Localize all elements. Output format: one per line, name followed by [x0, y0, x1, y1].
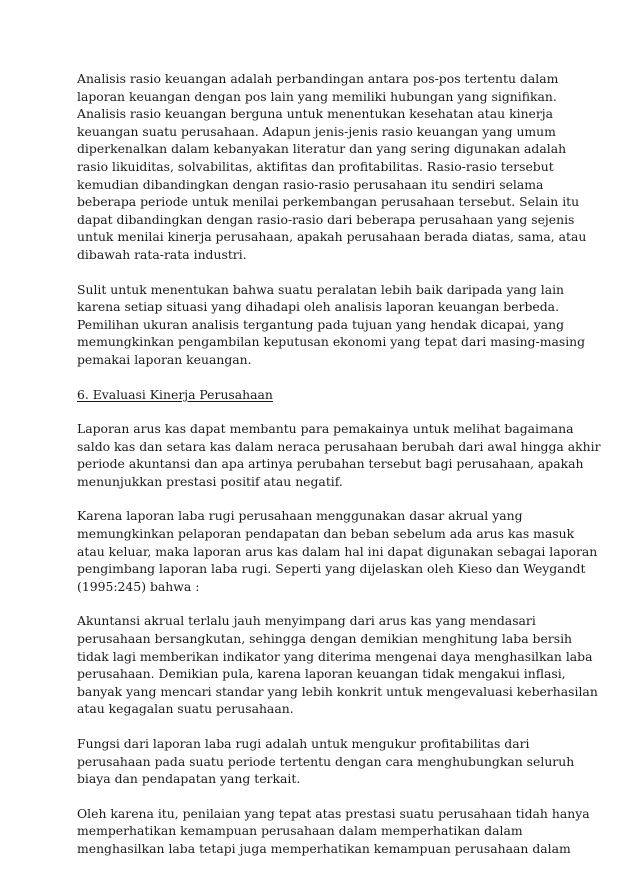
text-line: dapat dibandingkan dengan rasio-rasio dari beberapa perusahaan yang sejenis	[77, 211, 575, 227]
text-line: Laporan arus kas dapat membantu para pemakainya untuk melihat bagaimana	[77, 421, 574, 437]
text-line: Karena laporan laba rugi perusahaan menggunakan dasar akrual yang	[77, 508, 523, 524]
text-line: laporan keuangan dengan pos lain yang memiliki hubungan yang signifikan.	[77, 88, 557, 104]
text-line: pemakai laporan keuangan.	[77, 351, 252, 367]
text-line: perusahaan. Demikian pula, karena laporan keuangan tidak mengakui inflasi,	[77, 666, 566, 682]
text-line: perusahaan pada suatu periode tertentu dengan cara menghubungkan seluruh	[77, 753, 575, 769]
paragraph-dasar-akrual	[77, 507, 598, 595]
text-line: rasio likuiditas, solvabilitas, aktifitas dan profitabilitas. Rasio-rasio tersebut	[77, 158, 554, 174]
text-line: memungkinkan pelaporan pendapatan dan beban sebelum ada arus kas masuk	[77, 526, 575, 542]
text-line: Analisis rasio keuangan adalah perbandingan antara pos-pos tertentu dalam	[77, 71, 559, 86]
text-line: menunjukkan prestasi positif atau negatif.	[77, 473, 343, 489]
text-line: Sulit untuk menentukan bahwa suatu peralatan lebih baik daripada yang lain	[77, 281, 565, 297]
text-line: Oleh karena itu, penilaian yang tepat atas prestasi suatu perusahaan tidah hanya	[77, 805, 590, 821]
text-line: (1995:245) bahwa :	[77, 578, 200, 594]
document-body	[77, 70, 601, 875]
text-line: perusahaan bersangkutan, sehingga dengan demikian menghitung laba bersih	[77, 631, 573, 647]
paragraph-arus-kas	[77, 420, 601, 490]
text-line: pengimbang laporan laba rugi. Seperti yang dijelaskan oleh Kieso dan Weygandt	[77, 561, 586, 577]
paragraph-pemilihan-ukuran	[77, 281, 586, 369]
section-heading	[77, 386, 567, 404]
text-line: menghasilkan laba tetapi juga memperhatikan kemampuan perusahaan dalam	[77, 840, 571, 856]
text-line: atau kegagalan suatu perusahaan.	[77, 701, 294, 717]
text-line: untuk menilai kinerja perusahaan, apakah perusahaan berada diatas, sama, atau	[77, 229, 587, 245]
text-line: memperhatikan kemampuan perusahaan dalam memperhatikan dalam	[77, 823, 523, 839]
text-line: periode akuntansi dan apa artinya perubahan tersebut bagi perusahaan, apakah	[77, 456, 584, 472]
heading-text: 6. Evaluasi Kinerja Perusahaan	[77, 386, 273, 402]
text-line: karena setiap situasi yang dihadapi oleh analisis laporan keuangan berbeda.	[77, 299, 560, 315]
paragraph-akuntansi-akrual	[77, 612, 598, 718]
text-line: beberapa periode untuk menilai perkembangan perusahaan tersebut. Selain itu	[77, 194, 580, 210]
paragraph-penilaian-prestasi	[77, 805, 590, 858]
text-line: keuangan suatu perusahaan. Adapun jenis-jenis rasio keuangan yang umum	[77, 123, 556, 139]
text-line: diperkenalkan dalam kebanyakan literatur dan yang sering digunakan adalah	[77, 141, 567, 157]
text-line: banyak yang mencari standar yang lebih konkrit untuk mengevaluasi keberhasilan	[77, 683, 598, 699]
text-line: biaya dan pendapatan yang terkait.	[77, 771, 301, 787]
text-line: dibawah rata-rata industri.	[77, 246, 247, 262]
text-line: saldo kas dan setara kas dalam neraca perusahaan berubah dari awal hingga akhir	[77, 438, 601, 454]
paragraph-fungsi-laba-rugi	[77, 735, 575, 788]
text-line: Fungsi dari laporan laba rugi adalah untuk mengukur profitabilitas dari	[77, 736, 530, 751]
text-line: Analisis rasio keuangan berguna untuk menentukan kesehatan atau kinerja	[77, 106, 554, 122]
text-line: memungkinkan pengambilan keputusan ekonomi yang tepat dari masing-masing	[77, 334, 586, 350]
text-line: Akuntansi akrual terlalu jauh menyimpang dari arus kas yang mendasari	[77, 613, 536, 629]
text-line: atau keluar, maka laporan arus kas dalam hal ini dapat digunakan sebagai laporan	[77, 543, 598, 559]
text-line: Pemilihan ukuran analisis tergantung pada tujuan yang hendak dicapai, yang	[77, 316, 565, 332]
paragraph-rasio-keuangan	[77, 70, 587, 264]
text-line: tidak lagi memberikan indikator yang diterima mengenai daya menghasilkan laba	[77, 648, 593, 664]
text-line: kemudian dibandingkan dengan rasio-rasio perusahaan itu sendiri selama	[77, 176, 544, 192]
